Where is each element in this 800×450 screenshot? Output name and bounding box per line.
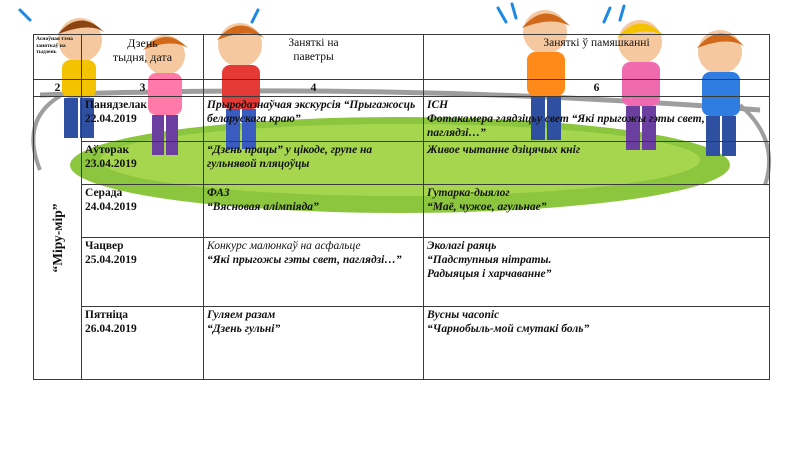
outdoor-activity: “Які прыгожы гэты свет, паглядзі…” <box>207 254 402 266</box>
header-day-label: Дзень тыдня, дата <box>112 36 173 64</box>
indoor-activity-cell <box>424 185 770 238</box>
indoor-activity: Радыяцыя і харчаванне” <box>427 268 552 280</box>
schedule-row <box>34 185 770 238</box>
day-cell <box>82 142 204 185</box>
column-number: 4 <box>204 80 424 97</box>
schedule-row <box>34 142 770 185</box>
header-outdoor-label: Заняткі на паветры <box>288 37 339 63</box>
day-date: 25.04.2019 <box>85 254 137 266</box>
header-indoor-label: Заняткі ў памяшканні <box>543 37 650 49</box>
day-date: 24.04.2019 <box>85 201 137 213</box>
column-number-row <box>34 80 770 97</box>
outdoor-activity-cell <box>204 307 424 380</box>
outdoor-activity: “Дзень працы” у цікоде, групе на гульнявой пляцоўцы <box>207 144 373 170</box>
outdoor-activity: ФАЗ <box>207 187 230 199</box>
outdoor-activity-cell <box>204 185 424 238</box>
day-cell <box>82 97 204 142</box>
column-number: 6 <box>424 80 770 97</box>
header-row <box>34 35 770 80</box>
outdoor-activity: Прыродазнаўчая экскурсія “Прыгажосць беларускага краю” <box>207 99 416 125</box>
indoor-activity: “Чарнобыль-мой смутакі боль” <box>427 323 590 335</box>
header-theme-cell: Асноўная тэма заняткаў на тыдзень <box>34 35 82 80</box>
day-name: Панядзелак <box>85 99 148 111</box>
indoor-activity: Фотакамера глядзіцьу свет “Які прыгожы гэты свет, паглядзі…” <box>427 113 705 139</box>
schedule-row <box>34 97 770 142</box>
column-number: 2 <box>34 80 82 97</box>
indoor-activity: Вусны часопіс <box>427 309 500 321</box>
day-date: 26.04.2019 <box>85 323 137 335</box>
day-name: Аўторак <box>85 144 130 156</box>
outdoor-activity: Гуляем разам <box>207 309 276 321</box>
outdoor-activity: “Дзень гульні” <box>207 323 281 335</box>
indoor-activity-cell <box>424 238 770 307</box>
outdoor-activity: “Вясновая алімпіяда” <box>207 201 319 213</box>
indoor-activity: Живое чытанне дзіцячых кніг <box>427 144 581 156</box>
day-name: Чацвер <box>85 240 124 252</box>
indoor-activity-cell <box>424 307 770 380</box>
weekly-schedule-table <box>33 34 770 380</box>
day-cell <box>82 238 204 307</box>
outdoor-activity-cell <box>204 142 424 185</box>
header-day-cell <box>82 35 204 80</box>
weekly-theme: “Міру-мір” <box>49 203 65 273</box>
column-number: 3 <box>82 80 204 97</box>
schedule-row <box>34 307 770 380</box>
day-name: Пятніца <box>85 309 129 321</box>
header-outdoor-cell <box>204 35 424 80</box>
outdoor-activity-cell <box>204 97 424 142</box>
theme-cell <box>34 97 82 380</box>
indoor-activity-cell <box>424 97 770 142</box>
indoor-activity: “Маё, чужое, агульнае” <box>427 201 547 213</box>
header-indoor-cell <box>424 35 770 80</box>
schedule-row <box>34 238 770 307</box>
day-cell <box>82 185 204 238</box>
day-name: Серада <box>85 187 123 199</box>
indoor-activity: “Падступныя нітраты. <box>427 254 552 266</box>
outdoor-activity: Конкурс малюнкаў на асфальце <box>207 240 361 252</box>
indoor-activity: Гутарка-дыялог <box>427 187 510 199</box>
outdoor-activity-cell <box>204 238 424 307</box>
day-cell <box>82 307 204 380</box>
indoor-activity: Эколагі раяць <box>427 240 497 252</box>
indoor-activity-cell <box>424 142 770 185</box>
day-date: 22.04.2019 <box>85 113 137 125</box>
day-date: 23.04.2019 <box>85 158 137 170</box>
indoor-activity: ІСН <box>427 99 449 111</box>
